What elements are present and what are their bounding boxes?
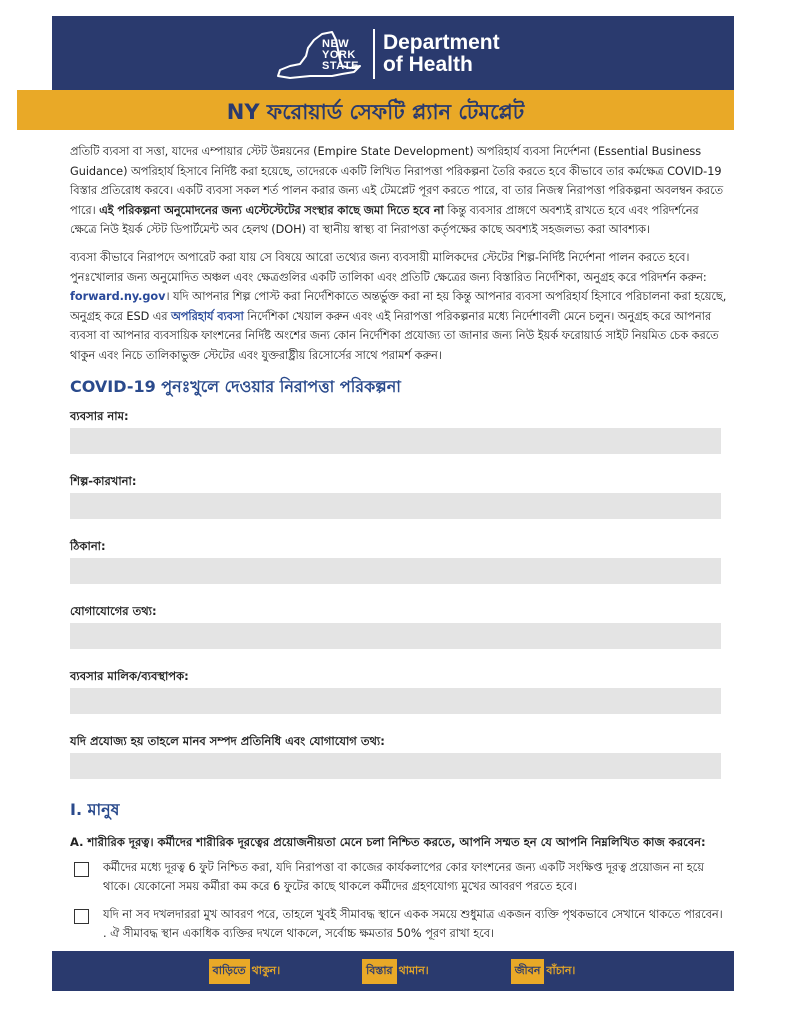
- page-title: NY ফরোয়ার্ড সেফটি প্ল্যান টেমপ্লেট: [226, 100, 525, 124]
- essential-business-link[interactable]: অপরিহার্য ব্যবসা: [171, 309, 244, 323]
- plan-title: COVID-19 পুনঃখুলে দেওয়ার নিরাপত্তা পরিকল্পনা: [70, 376, 401, 396]
- owner-input[interactable]: [70, 688, 721, 714]
- field-owner: [70, 667, 728, 714]
- document-body: [70, 142, 728, 952]
- field-label: ঠিকানা:: [70, 538, 106, 553]
- industry-input[interactable]: [70, 493, 721, 519]
- footer-banner: [52, 951, 734, 991]
- field-industry: [70, 472, 728, 519]
- field-label: যদি প্রযোজ্য হয় তাহলে মানব সম্পদ প্রতিনিধি এবং যোগাযোগ তথ্য:: [70, 733, 385, 748]
- business-name-input[interactable]: [70, 428, 721, 454]
- header-banner: [52, 16, 734, 90]
- nys-doh-logo: [270, 26, 500, 82]
- checkbox-confined-space[interactable]: [74, 909, 89, 924]
- field-label: ব্যবসার নাম:: [70, 408, 129, 423]
- field-hr-contact: [70, 732, 728, 779]
- checklist-item: [70, 858, 728, 897]
- slogan-save-lives: জীবন বাঁচান।: [511, 959, 578, 984]
- slogan-stop-spread: বিস্তার থামান।: [362, 959, 431, 984]
- logo-divider: [373, 29, 375, 79]
- address-input[interactable]: [70, 558, 721, 584]
- intro-paragraph-1: প্রতিটি ব্যবসা বা সত্তা, যাদের এম্পায়ার স্টেট উন্নয়নের (Empire State Development) অপরিহার্য ব্যবসা নির্দেশনা (Essential Business Guidance) অপরিহার্য হিসাবে নির্দিষ্ট করা হয়েছে, তাদেরকে একটি লিখিত নিরাপত্তা পরিকল্পনা তৈরি করতে হবে কীভাবে তার কর্মক্ষেত্র COVID-19 বিস্তার প্রতিরোধ করবে। একটি ব্যবসা সকল শর্ত পালন করার জন্য এই টেমপ্লেট পূরণ করতে পারে, বা তার নিজস্ব নিরাপত্তা পরিকল্পনা অবলম্বন করতে পারে। এই পরিকল্পনা অনুমোদনের জন্য এস্টেস্টেটের সংস্থার কাছে জমা দিতে হবে না কিন্তু ব্যবসার প্রাঙ্গণে অবশ্যই রাখতে হবে এবং পরিদর্শনের ক্ষেত্রে নিউ ইয়র্ক স্টেট ডিপার্টমেন্ট অব হেলথ (DOH) বা স্থানীয় স্বাস্থ্য বা নিরাপত্তা কর্তৃপক্ষের কাছে অবশ্যই সহজলভ্য করা আবশ্যক।: [70, 145, 723, 237]
- checklist-item-text: যদি না সব দখলদাররা মুখ আবরণ পরে, তাহলে খুবই সীমাবদ্ধ স্থানে একক সময়ে শুধুমাত্র একজন ব্যক্তি পৃথকভাবে সেখানে থাকতে পারবেন। . ঐ সীমাবদ্ধ স্থান একাধিক ব্যক্তির দখলে থাকলে, সর্বোচ্চ ক্ষমতার 50% পূরণ রাখা হবে।: [103, 907, 723, 941]
- logo-dept-text: Department of Health: [382, 31, 500, 76]
- physical-distance-subhead: A. শারীরিক দূরত্ব। কর্মীদের শারীরিক দূরত্বের প্রয়োজনীয়তা মেনে চলা নিশ্চিত করতে, আপনি সম্মত হন যে আপনি নিম্নলিখিত কাজ করবেন:: [70, 834, 706, 849]
- forward-ny-link[interactable]: forward.ny.gov: [70, 290, 166, 304]
- checklist-item-text: কর্মীদের মধ্যে দূরত্ব 6 ফুট নিশ্চিত করা, যদি নিরাপত্তা বা কাজের কার্যকলাপের কোর ফাংশনের জন্য একটি সংক্ষিপ্ত দূরত্ব প্রয়োজন না হয়ে থাকে। যেকোনো সময় কর্মীরা কম করে 6 ফুটের কাছে থাকলে কর্মীদের গ্রহণযোগ্য মুখের আবরণ পরতে হবে।: [103, 860, 704, 894]
- section-people-title: I. মানুষ: [70, 799, 120, 819]
- intro-paragraph-2: ব্যবসা কীভাবে নিরাপদে অপারেট করা যায় সে বিষয়ে আরো তথ্যের জন্য ব্যবসায়ী মালিকদের স্টেটের শিল্প-নির্দিষ্ট নির্দেশনা পালন করতে হবে। পুনঃখোলার জন্য অনুমোদিত অঞ্চল এবং ক্ষেত্রগুলির একটি তালিকা এবং প্রতিটি ক্ষেত্রের জন্য বিস্তারিত নির্দেশিকা, অনুগ্রহ করে পরিদর্শন করুন: forward.ny.gov। যদি আপনার শিল্প পোস্ট করা নির্দেশিকাতে অন্তর্ভুক্ত করা না হয় কিন্তু আপনার ব্যবসা অপরিহার্য হিসাবে পরিচালনা করা হয়েছে, অনুগ্রহ করে ESD এর অপরিহার্য ব্যবসা নির্দেশিকা খেয়াল করুন এবং এই নিরাপত্তা পরিকল্পনার মধ্যে নির্দেশাবলী মেনে চলুন। অনুগ্রহ করে আপনার ব্যবসা বা আপনার ব্যবসায়িক ফাংশনের নির্দিষ্ট অংশের জন্য কোন নির্দেশিকা প্রযোজ্য তা জানার জন্য নিউ ইয়র্ক ফরোয়ার্ড সাইট নিয়মিত চেক করতে থাকুন এবং নিচে তালিকাভুক্ত স্টেটের এবং যুক্তরাষ্ট্রীয় রিসোর্সের সাথে পরামর্শ করুন।: [70, 250, 727, 362]
- slogan-stay-home: বাড়িতে থাকুন।: [209, 959, 283, 984]
- logo-state-text: NEW YORK STATE: [322, 37, 359, 72]
- hr-contact-input[interactable]: [70, 753, 721, 779]
- field-label: শিল্প-কারখানা:: [70, 473, 137, 488]
- field-business-name: [70, 407, 728, 454]
- title-bar: [17, 90, 734, 130]
- checkbox-distance-6ft[interactable]: [74, 862, 89, 877]
- field-label: যোগাযোগের তথ্য:: [70, 603, 157, 618]
- field-address: [70, 537, 728, 584]
- field-contact: [70, 602, 728, 649]
- field-label: ব্যবসার মালিক/ব্যবস্থাপক:: [70, 668, 189, 683]
- checklist-item: [70, 905, 728, 944]
- contact-input[interactable]: [70, 623, 721, 649]
